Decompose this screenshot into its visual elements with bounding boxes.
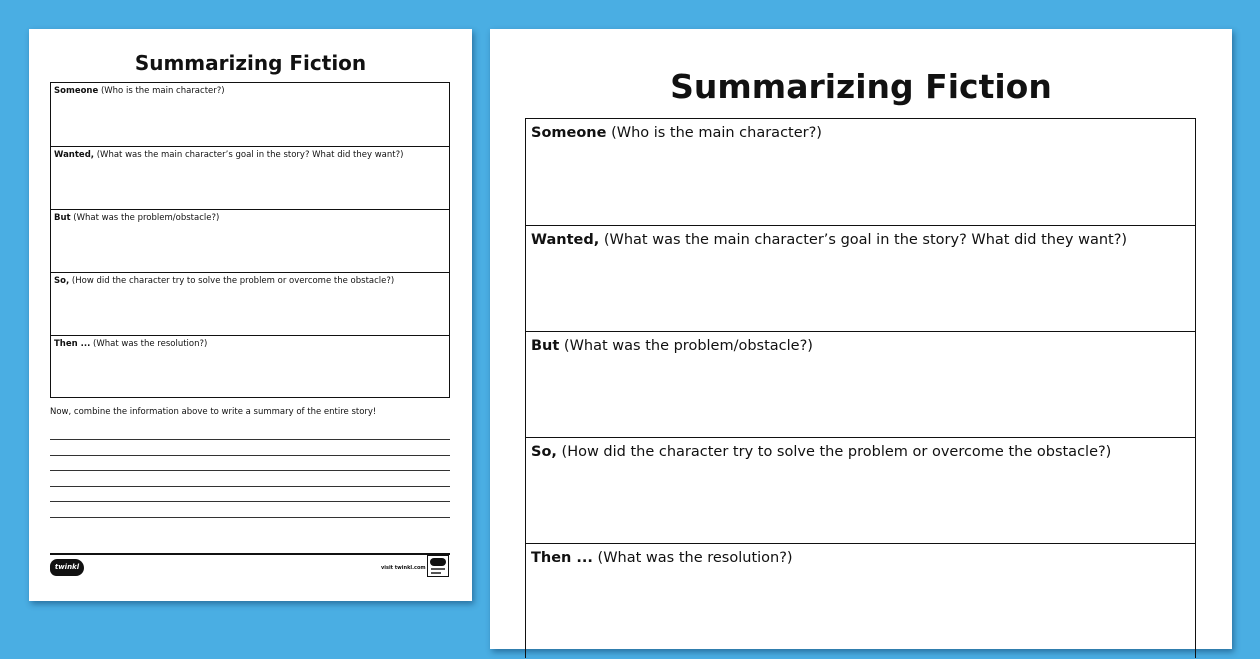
row-someone	[51, 83, 449, 146]
row-wanted	[526, 225, 1195, 331]
writing-line	[50, 501, 450, 502]
row-wanted	[51, 146, 449, 209]
row-prompt: (What was the problem/obstacle?)	[70, 213, 220, 223]
row-label: Then ...	[54, 339, 91, 349]
writing-line	[50, 439, 450, 440]
row-then	[51, 335, 449, 397]
row-so	[526, 437, 1195, 543]
row-but	[526, 331, 1195, 437]
row-prompt: (What was the main character’s goal in the story? What did they want?)	[94, 150, 404, 160]
row-prompt: (Who is the main character?)	[606, 125, 822, 141]
row-so	[51, 272, 449, 335]
summary-table	[50, 82, 450, 398]
row-prompt: (What was the main character’s goal in the story? What did they want?)	[599, 232, 1128, 248]
row-label: So,	[54, 276, 70, 286]
worksheet-title: Summarizing Fiction	[134, 51, 367, 75]
row-prompt: (Who is the main character?)	[98, 86, 225, 96]
worksheet-title: Summarizing Fiction	[670, 67, 1052, 106]
row-label: Wanted,	[54, 150, 95, 160]
row-but	[51, 209, 449, 272]
row-label: So,	[531, 444, 557, 460]
worksheet-preview-large	[490, 29, 1232, 649]
writing-line	[50, 470, 450, 471]
twinkl-logo: twinkl	[50, 559, 84, 576]
writing-line	[50, 517, 450, 518]
row-label: Then ...	[531, 550, 593, 566]
row-prompt: (How did the character try to solve the problem or overcome the obstacle?)	[69, 276, 395, 286]
row-label: Wanted,	[531, 232, 600, 248]
visit-url: visit twinkl.com	[381, 565, 426, 571]
summary-table	[525, 118, 1196, 658]
quality-badge-icon	[427, 555, 449, 577]
row-label: But	[531, 338, 560, 354]
writing-line	[50, 486, 450, 487]
row-label: Someone	[531, 125, 607, 141]
row-someone	[526, 119, 1195, 225]
row-label: But	[54, 213, 71, 223]
row-prompt: (What was the resolution?)	[592, 550, 793, 566]
row-prompt: (How did the character try to solve the problem or overcome the obstacle?)	[556, 444, 1112, 460]
footer-divider	[50, 553, 450, 555]
row-prompt: (What was the resolution?)	[90, 339, 208, 349]
row-prompt: (What was the problem/obstacle?)	[559, 338, 813, 354]
row-then	[526, 543, 1195, 659]
writing-line	[50, 455, 450, 456]
combine-instruction: Now, combine the information above to write a summary of the entire story!	[50, 407, 377, 417]
worksheet-preview-small	[29, 29, 472, 601]
row-label: Someone	[54, 86, 99, 96]
